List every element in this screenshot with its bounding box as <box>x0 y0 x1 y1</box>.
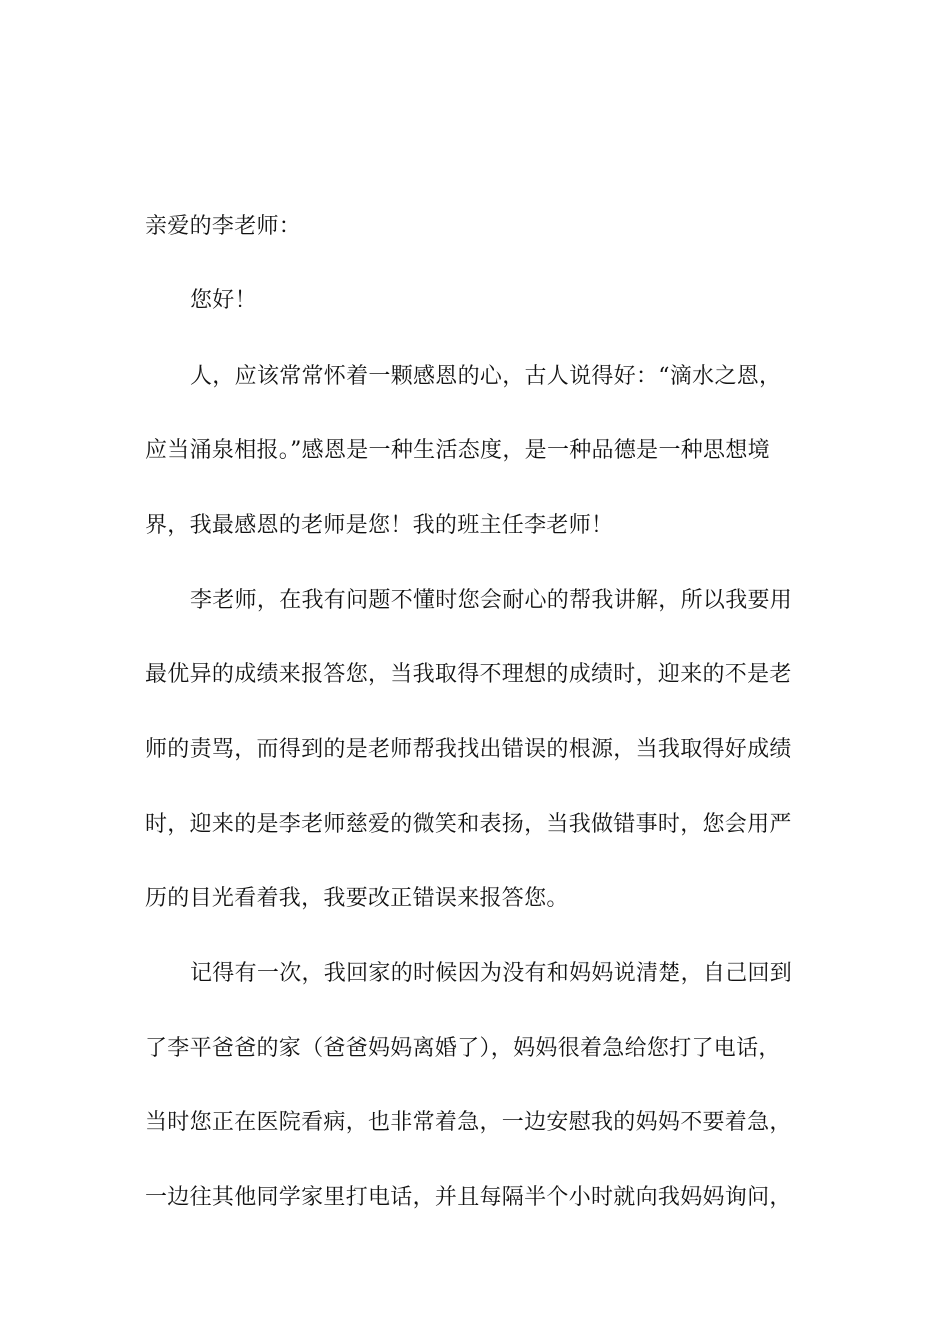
paragraph-line: 李老师，在我有问题不懂时您会耐心的帮我讲解，所以我要用 <box>190 588 793 613</box>
paragraph-line: 历的目光看着我，我要改正错误来报答您。 <box>145 886 569 911</box>
paragraph-line: 当时您正在医院看病，也非常着急，一边安慰我的妈妈不要着急， <box>145 1110 792 1135</box>
paragraph-line: 记得有一次，我回家的时候因为没有和妈妈说清楚，自己回到 <box>190 961 793 986</box>
paragraph-line: 最优异的成绩来报答您，当我取得不理想的成绩时，迎来的不是老 <box>145 662 792 687</box>
paragraph-line: 人，应该常常怀着一颗感恩的心，古人说得好：“滴水之恩， <box>190 364 782 389</box>
greeting: 您好！ <box>190 288 257 313</box>
paragraph-line: 一边往其他同学家里打电话，并且每隔半个小时就向我妈妈询问， <box>145 1185 792 1210</box>
paragraph-line: 时，迎来的是李老师慈爱的微笑和表扬，当我做错事时，您会用严 <box>145 812 792 837</box>
salutation: 亲爱的李老师： <box>145 214 302 239</box>
paragraph-line: 应当涌泉相报。”感恩是一种生活态度，是一种品德是一种思想境 <box>145 438 770 463</box>
paragraph-line: 界，我最感恩的老师是您！我的班主任李老师！ <box>145 513 614 538</box>
paragraph-line: 了李平爸爸的家（爸爸妈妈离婚了），妈妈很着急给您打了电话， <box>145 1036 781 1061</box>
paragraph-line: 师的责骂，而得到的是老师帮我找出错误的根源，当我取得好成绩 <box>145 737 792 762</box>
